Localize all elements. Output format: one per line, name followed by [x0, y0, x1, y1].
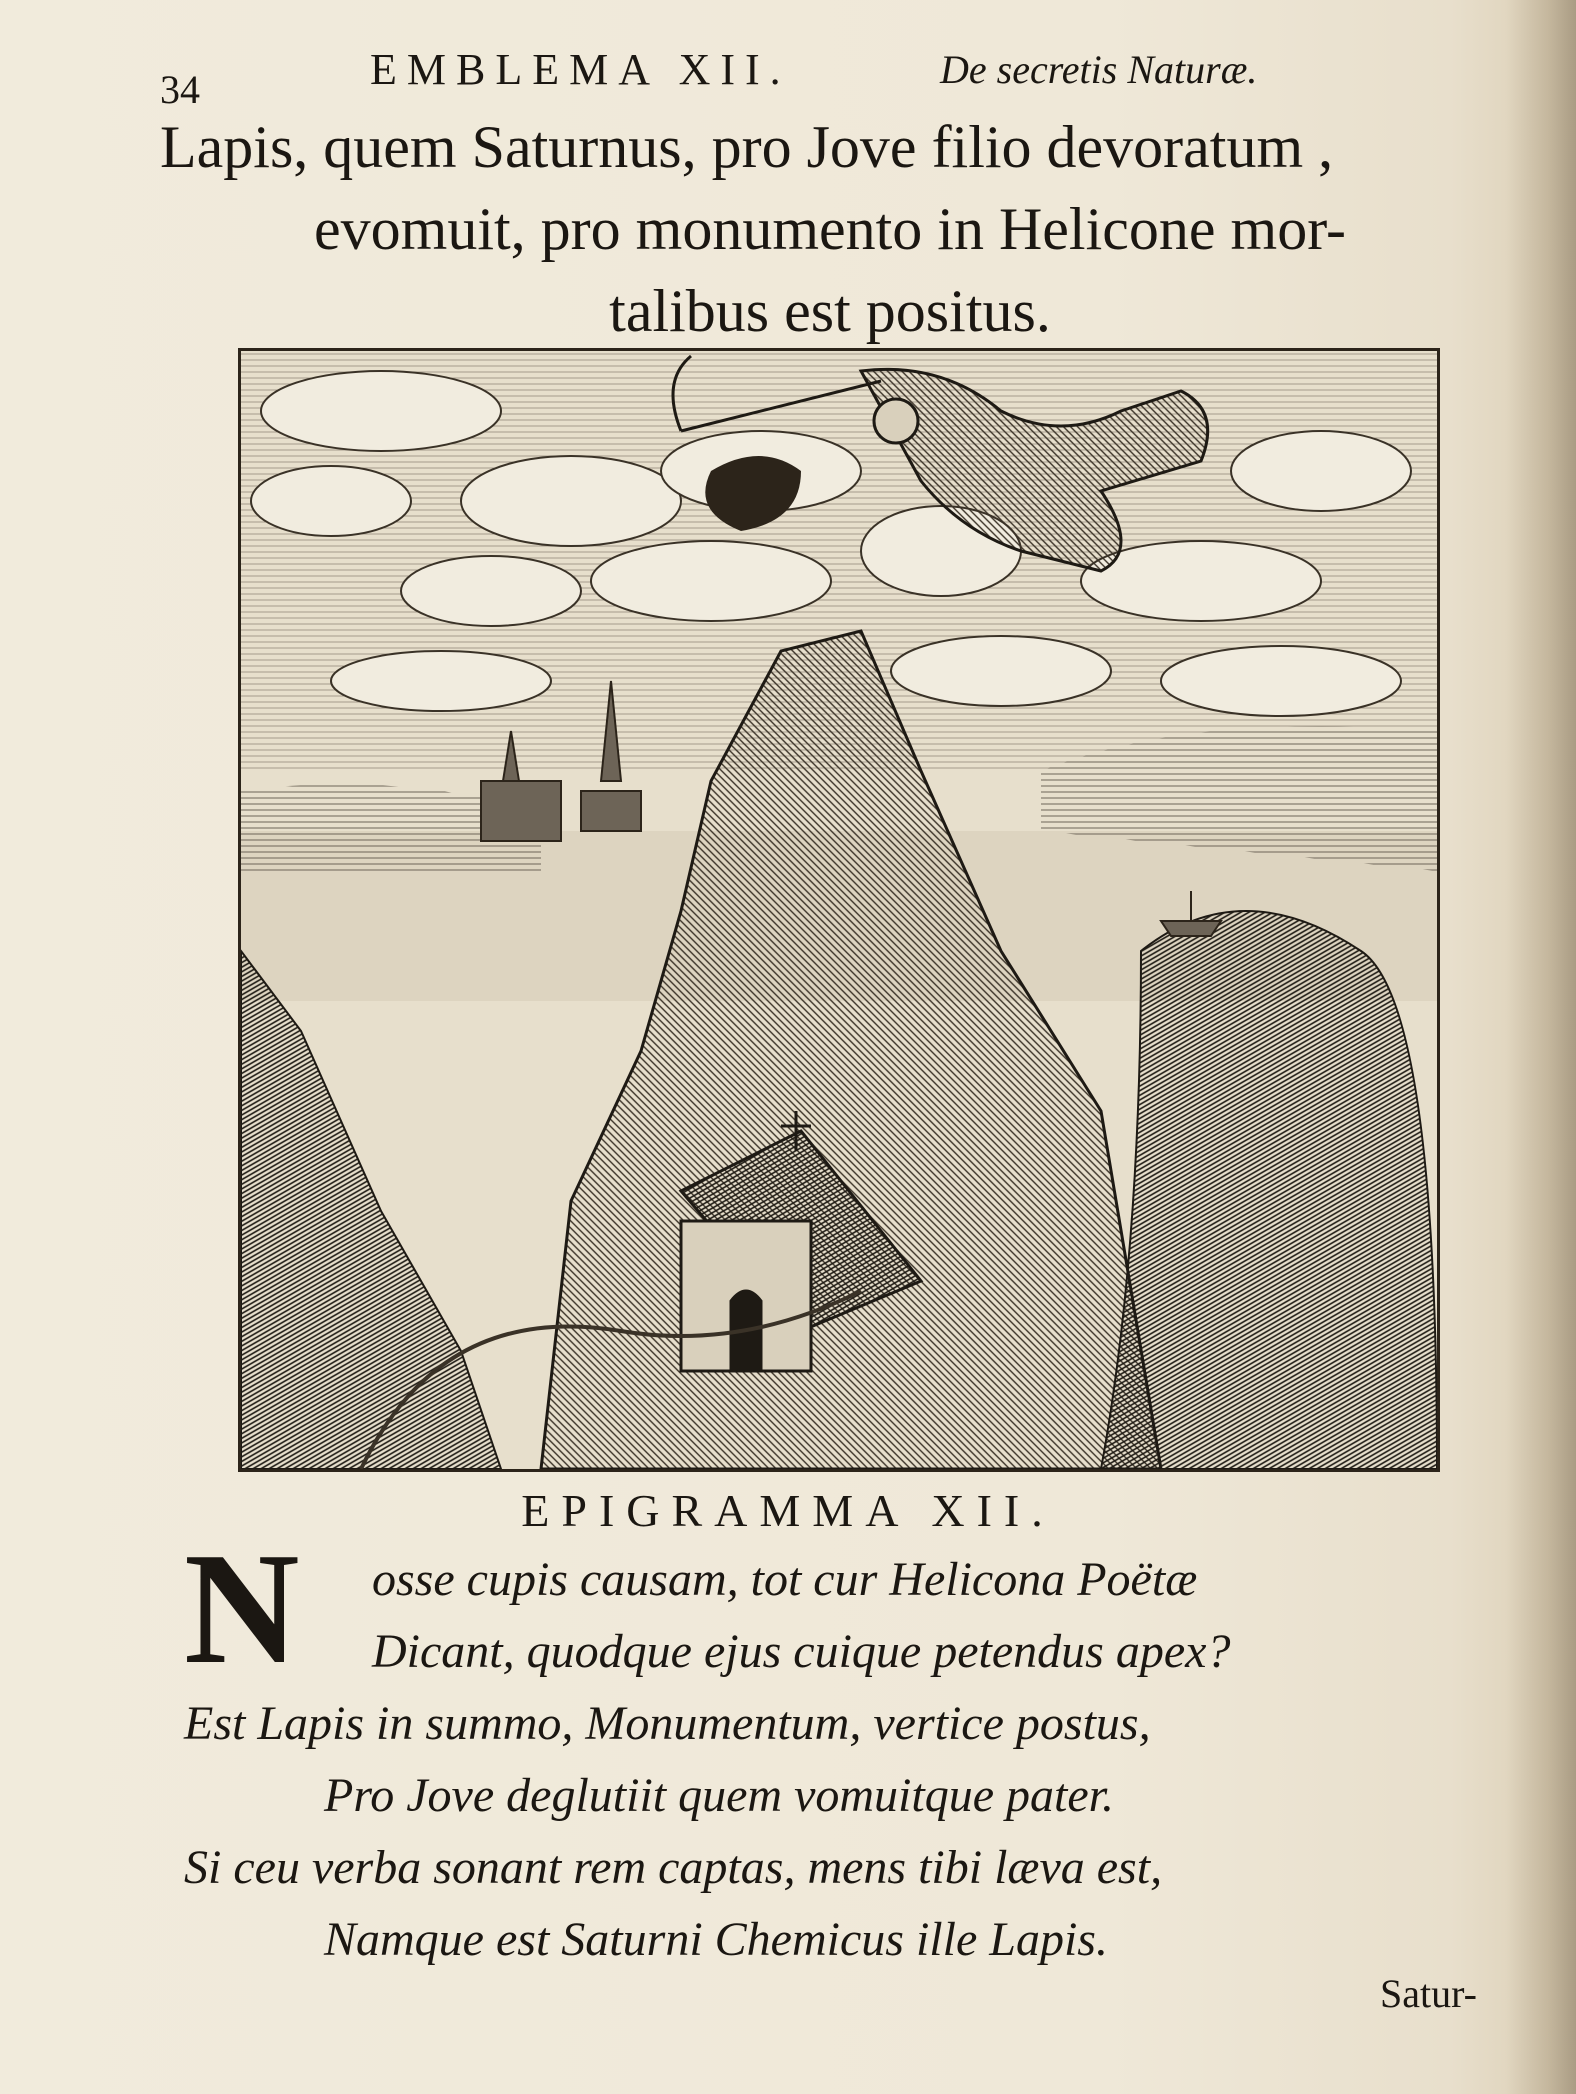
- saturn-head: [874, 399, 918, 443]
- motto-line-2: evomuit, pro monumento in Helicone mor-: [314, 196, 1346, 262]
- verse-line-2: Dicant, quodque ejus cuique petendus apex?: [372, 1625, 1231, 1678]
- verse-line-6: Namque est Saturni Chemicus ille Lapis.: [324, 1913, 1108, 1966]
- verse-line-3: Est Lapis in summo, Monumentum, vertice postus,: [184, 1697, 1151, 1750]
- left-cliff: [241, 951, 501, 1469]
- verse-line-1: osse cupis causam, tot cur Helicona Poëtæ: [372, 1553, 1198, 1606]
- drop-cap: N: [184, 1519, 300, 1697]
- page-header: [160, 38, 1330, 112]
- verse-line-5: Si ceu verba sonant rem captas, mens tibi læva est,: [184, 1841, 1163, 1894]
- motto-line-3: talibus est positus.: [609, 278, 1051, 344]
- emblem-label: EMBLEMA XII.: [370, 45, 791, 94]
- catchword: Satur-: [1380, 1971, 1477, 2016]
- motto-line-1: Lapis, quem Saturnus, pro Jove filio devoratum ,: [160, 114, 1334, 180]
- epigram-title: EPIGRAMMA XII.: [521, 1485, 1055, 1536]
- page-gutter: [1506, 0, 1576, 2094]
- running-head: De secretis Naturæ.: [940, 47, 1258, 92]
- engraving-illustration: [241, 351, 1437, 1469]
- verse-line-4: Pro Jove deglutiit quem vomuitque pater.: [324, 1769, 1115, 1822]
- page-number: 34: [160, 67, 200, 112]
- emblem-motto: [160, 106, 1500, 352]
- engraving-plate: [238, 348, 1440, 1472]
- right-foliage: [1101, 911, 1437, 1469]
